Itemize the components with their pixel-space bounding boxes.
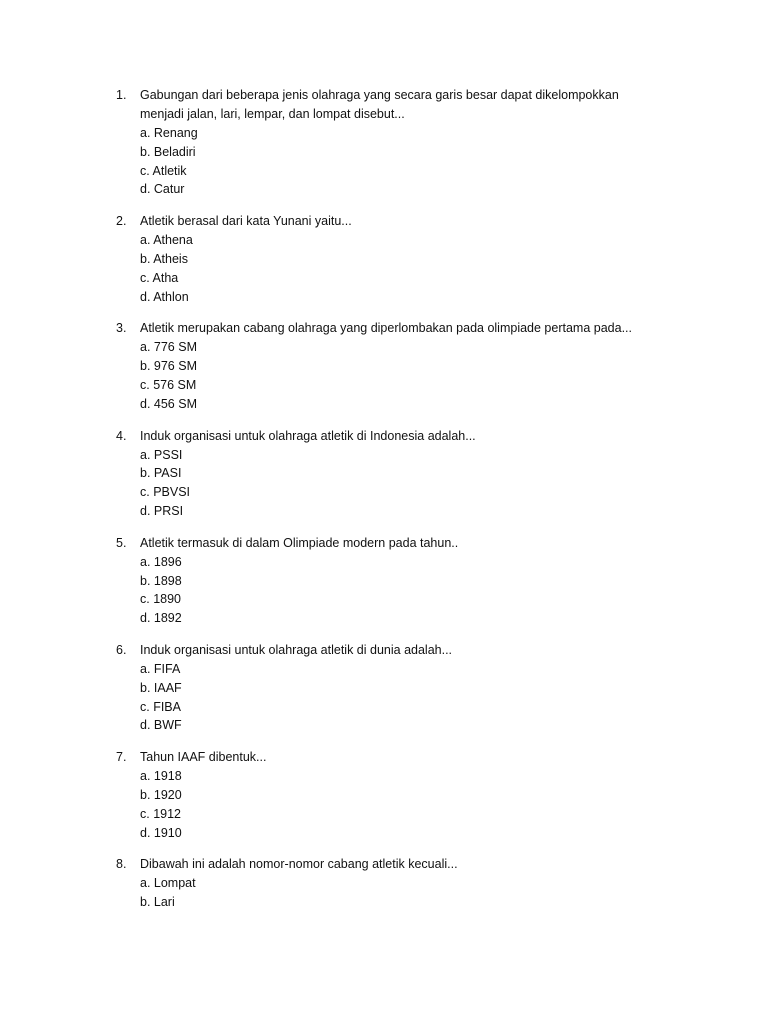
answer-option: c. Atletik	[140, 163, 187, 178]
answer-option: a. 1896	[140, 554, 182, 569]
answer-option: a. 1918	[140, 769, 182, 784]
question-text: Dibawah ini adalah nomor-nomor cabang atletik kecuali...	[140, 857, 458, 872]
answer-option: d. 1910	[140, 825, 182, 840]
question-item	[0, 86, 768, 199]
option-list	[140, 446, 650, 521]
answer-option: b. Atheis	[140, 251, 188, 266]
answer-option: c. Atha	[140, 270, 179, 285]
question-text: Atletik berasal dari kata Yunani yaitu...	[140, 214, 352, 229]
question-body	[140, 641, 650, 735]
answer-option: b. Lari	[140, 895, 175, 910]
answer-option: c. FIBA	[140, 699, 181, 714]
option-list	[140, 553, 650, 628]
answer-option: c. 1890	[140, 592, 182, 607]
answer-option: b. IAAF	[140, 680, 182, 695]
answer-option: a. Athena	[140, 233, 193, 248]
answer-option: a. PSSI	[140, 447, 183, 462]
answer-option: a. Renang	[140, 126, 198, 140]
question-item	[0, 427, 768, 521]
answer-option: d. 1892	[140, 611, 182, 626]
question-body	[140, 86, 650, 199]
answer-option: c. 576 SM	[140, 377, 197, 392]
question-list	[0, 86, 768, 925]
question-body	[140, 427, 650, 521]
question-text: Induk organisasi untuk olahraga atletik di dunia adalah...	[140, 642, 453, 657]
question-item	[0, 855, 768, 912]
answer-option: d. Catur	[140, 182, 185, 197]
question-body	[140, 212, 650, 306]
question-text: Atletik merupakan cabang olahraga yang diperlombakan pada olimpiade pertama pada...	[140, 321, 632, 336]
answer-option: d. PRSI	[140, 503, 184, 518]
question-number: 3.	[116, 321, 127, 336]
question-number: 7.	[116, 750, 127, 765]
question-number: 2.	[116, 214, 127, 229]
answer-option: a. Lompat	[140, 876, 196, 891]
question-text: Atletik termasuk di dalam Olimpiade modern pada tahun..	[140, 535, 459, 550]
question-body	[140, 319, 650, 413]
answer-option: d. Athlon	[140, 289, 189, 304]
question-text: Gabungan dari beberapa jenis olahraga yang secara garis besar dapat dikelompokkan menjadi jalan, lari, lempar, dan lompat disebut...	[140, 88, 619, 121]
option-list	[140, 767, 650, 842]
question-number: 4.	[116, 428, 127, 443]
option-list	[140, 660, 650, 735]
question-item	[0, 212, 768, 306]
option-list	[140, 124, 650, 199]
question-text: Induk organisasi untuk olahraga atletik di Indonesia adalah...	[140, 428, 476, 443]
answer-option: c. 1912	[140, 806, 182, 821]
answer-option: a. 776 SM	[140, 340, 197, 355]
answer-option: a. FIFA	[140, 661, 181, 676]
question-number: 1.	[116, 88, 127, 102]
question-text: Tahun IAAF dibentuk...	[140, 750, 267, 765]
question-number: 5.	[116, 535, 127, 550]
option-list	[140, 231, 650, 306]
answer-option: b. PASI	[140, 466, 182, 481]
answer-option: b. Beladiri	[140, 144, 196, 159]
question-body	[140, 855, 650, 912]
answer-option: b. 1898	[140, 573, 182, 588]
question-number: 6.	[116, 642, 127, 657]
question-item	[0, 319, 768, 413]
question-item	[0, 641, 768, 735]
answer-option: b. 1920	[140, 787, 182, 802]
question-item	[0, 748, 768, 842]
question-body	[140, 534, 650, 628]
question-number: 8.	[116, 857, 127, 872]
question-body	[140, 748, 650, 842]
question-item	[0, 534, 768, 628]
answer-option: b. 976 SM	[140, 359, 197, 374]
answer-option: c. PBVSI	[140, 485, 191, 500]
option-list	[140, 874, 650, 912]
option-list	[140, 338, 650, 413]
answer-option: d. BWF	[140, 718, 182, 733]
answer-option: d. 456 SM	[140, 396, 197, 411]
